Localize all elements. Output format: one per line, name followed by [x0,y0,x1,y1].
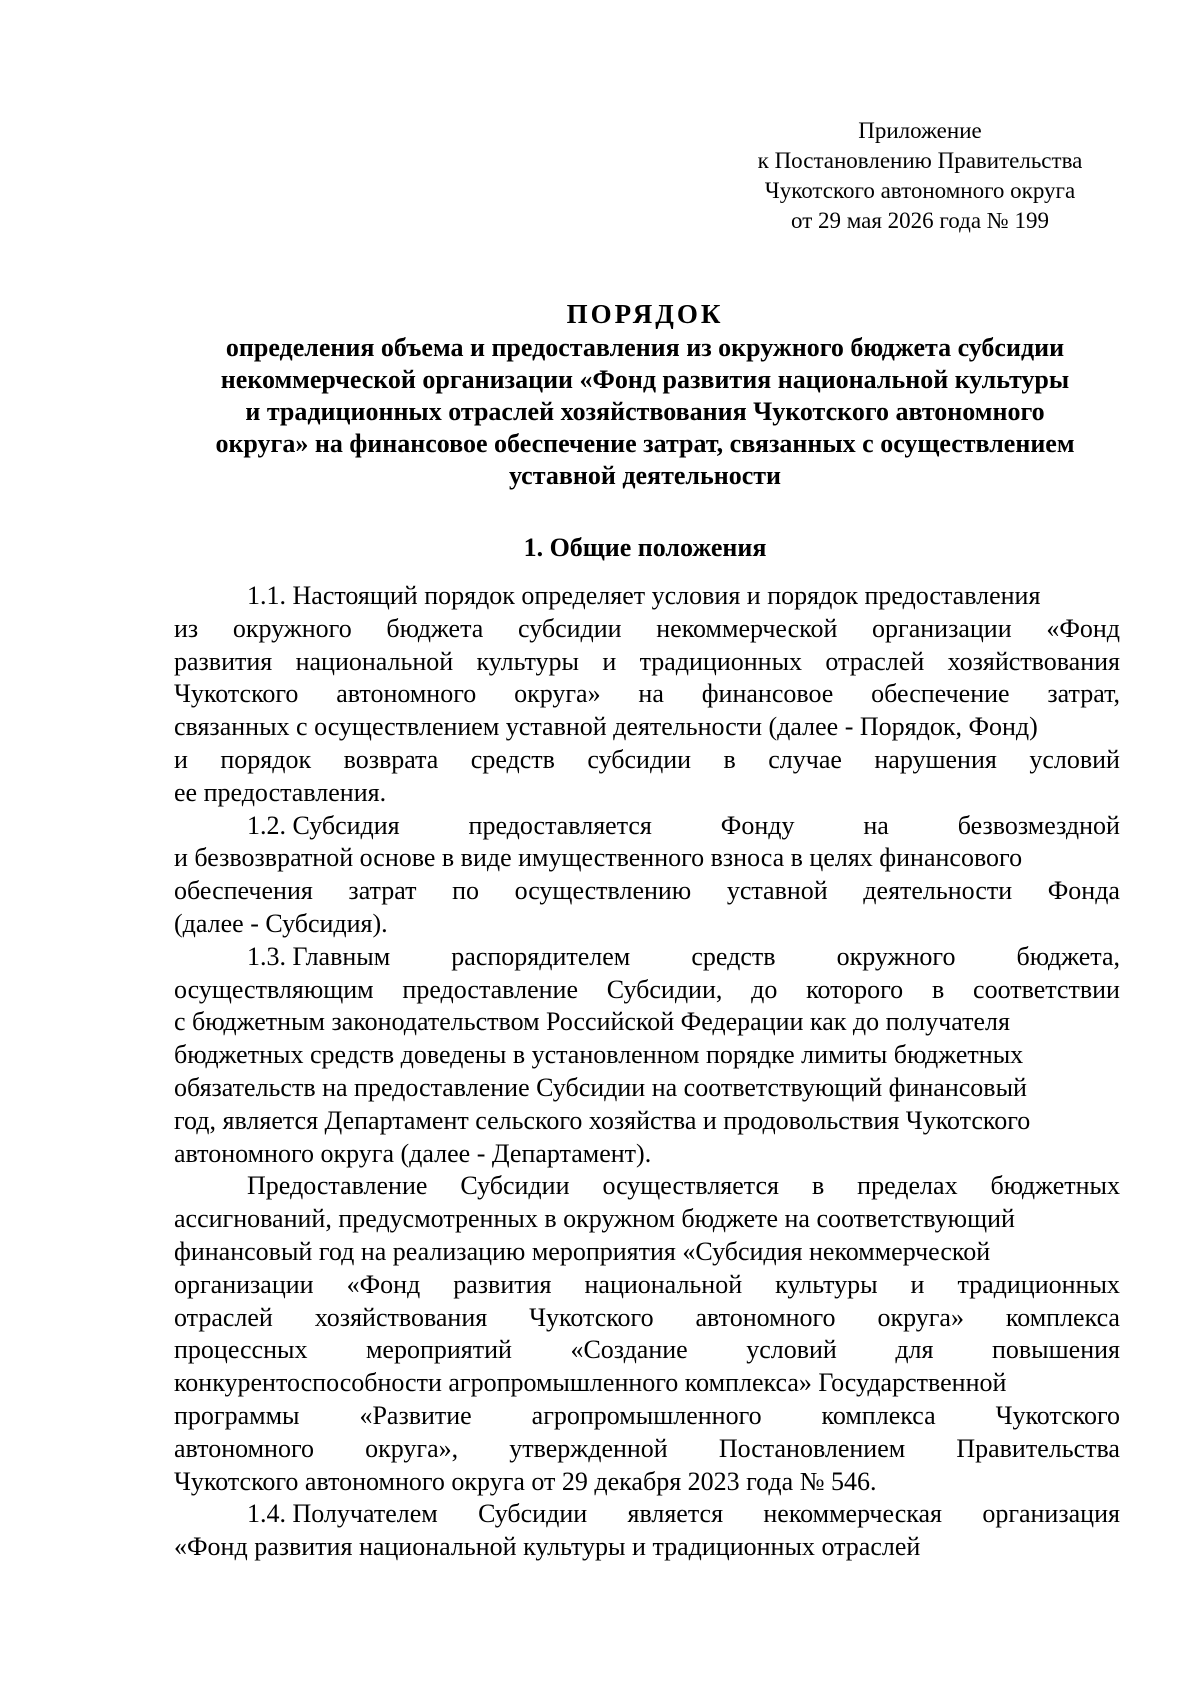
word: Чукотского [529,1302,654,1332]
word: организации [174,1269,314,1299]
body-text [174,580,1120,1564]
text-line [174,646,1120,679]
word: нарушения [874,744,997,774]
word: национальной [358,1532,517,1562]
word: условий [1029,744,1120,774]
word: Субсидии [478,1499,588,1529]
word: предоставляется [468,810,652,840]
word: финансовое [701,679,834,709]
word: обязательств на предоставление Субсидии на соответствующий финансовый [174,1072,1027,1102]
word: условий [746,1335,837,1365]
paragraph [174,1170,1120,1498]
text-line [174,580,1120,613]
word: автономного [174,1433,314,1463]
appendix-line: от 29 мая 2026 года № 199 [791,208,1049,233]
word: «Фонд [346,1269,421,1299]
text-line [174,1203,1120,1236]
word: Постановлением [718,1433,906,1463]
document-subtitle-line: округа» на финансовое обеспечение затрат, связанных с осуществлением [215,429,1075,458]
section-heading: 1. Общие положения [523,533,767,562]
word: комплекса [821,1400,936,1430]
document-title: ПОРЯДОК [566,299,724,329]
word: культуры [775,1269,878,1299]
word: некоммерческой [656,613,838,643]
word: национальной [584,1269,743,1299]
word: осуществлению [514,876,692,906]
text-line [174,678,1120,711]
word: на [638,679,664,709]
appendix-line: Приложение [858,118,982,143]
word: и [632,1532,646,1562]
word: организация [982,1499,1120,1529]
word: 1.1. Настоящий порядок определяет условия и порядок предоставления [247,581,1041,610]
word: и безвозвратной основе в виде имущественного взноса в целях финансового [174,843,1023,873]
word: финансовый год на реализацию мероприятия «Субсидия некоммерческой [174,1236,991,1266]
word: культуры [476,646,579,676]
text-line [174,875,1120,908]
word: ее предоставления. [174,777,387,807]
paragraph [174,1498,1120,1564]
word: средств [691,941,776,971]
word: соответствии [973,974,1120,1004]
word: отраслей [174,1302,273,1332]
document-subtitle-line: уставной деятельности [508,461,781,490]
word: в [811,1171,825,1201]
word: 1.2. Субсидия [247,810,400,840]
text-line [174,1498,1120,1531]
paragraph [174,810,1120,941]
word: 1.3. Главным [247,941,391,971]
appendix-line: Чукотского автономного округа [764,178,1076,203]
text-line [174,1039,1120,1072]
word: в [723,744,736,774]
word: организации [872,613,1012,643]
word: Чукотского [174,679,299,709]
document-title-block [170,298,1120,492]
word: на [863,810,889,840]
word: до [751,974,778,1004]
word: 1.4. Получателем [247,1499,438,1529]
word: субсидии [518,613,622,643]
word: повышения [991,1335,1120,1365]
word: распорядителем [451,941,631,971]
word: Чукотского [995,1400,1120,1430]
word: субсидии [587,744,692,774]
word: традиционных [957,1269,1120,1299]
text-line [174,1170,1120,1203]
text-line [174,1531,1120,1564]
word: обеспечения [174,876,313,906]
document-subtitle-line: определения объема и предоставления из окружного бюджета субсидии [225,333,1065,362]
word: «Развитие [359,1400,472,1430]
word: конкурентоспособности агропромышленного комплекса» Государственной [174,1368,1007,1398]
text-line [174,1269,1120,1302]
word: Предоставление [247,1171,428,1201]
word: осуществляющим [174,974,374,1004]
word: агропромышленного [531,1400,762,1430]
word: из [174,613,199,643]
word: по [452,876,479,906]
word: округа» [877,1302,964,1332]
word: деятельности [863,876,1013,906]
word: развития [254,1532,353,1562]
text-line [174,777,1120,810]
word: является [627,1499,724,1529]
text-line [174,744,1120,777]
word: автономного [695,1302,836,1332]
word: отраслей [825,646,925,676]
word: год, является Департамент сельского хозяйства и продовольствия Чукотского [174,1105,1031,1135]
text-line [174,810,1120,843]
word: (далее - Субсидия). [174,908,388,938]
word: комплекса [1005,1302,1120,1332]
word: автономного [336,679,477,709]
word: случае [768,744,842,774]
document-subtitle-line: и традиционных отраслей хозяйствования Чукотского автономного [245,397,1045,426]
text-line [174,1072,1120,1105]
word: которого [806,974,904,1004]
appendix-line: к Постановлению Правительства [757,148,1083,173]
text-line [174,711,1120,744]
word: осуществляется [602,1171,779,1201]
paragraph [174,580,1120,810]
word: традиционных [652,1532,815,1562]
word: «Создание [570,1335,688,1365]
word: уставной [726,876,828,906]
text-line [174,1466,1120,1499]
text-line [174,1006,1120,1039]
word: хозяйствования [947,646,1120,676]
word: округа», [365,1433,459,1463]
word: Субсидии [460,1171,570,1201]
word: порядок [220,744,312,774]
word: ассигнований, предусмотренных в окружном бюджете на соответствующий [174,1204,1015,1234]
text-line [174,941,1120,974]
word: утвержденной [509,1433,668,1463]
word: «Фонд [174,1532,248,1562]
word: окружного [232,613,352,643]
word: Чукотского автономного округа от 29 декабря 2023 года № 546. [174,1466,877,1496]
word: «Фонд [1046,613,1120,643]
word: Фонду [720,810,795,840]
word: связанных с осуществлением уставной деятельности (далее - Порядок, Фонд) [174,712,1038,742]
word: округа» [514,679,601,709]
word: Субсидии, [606,974,723,1004]
word: развития [453,1269,552,1299]
word: развития [174,646,273,676]
word: национальной [295,646,454,676]
text-line [174,974,1120,1007]
word: некоммерческая [763,1499,942,1529]
word: бюджета [386,613,484,643]
word: затрат, [1047,679,1120,709]
word: отраслей [821,1532,921,1562]
word: затрат [348,876,417,906]
word: обеспечение [871,679,1010,709]
word: хозяйствования [314,1302,488,1332]
word: Фонда [1047,876,1120,906]
word: безвозмездной [957,810,1120,840]
word: процессных [174,1335,308,1365]
word: возврата [343,744,439,774]
word: Правительства [956,1433,1120,1463]
text-line [174,1400,1120,1433]
word: автономного округа (далее - Департамент). [174,1138,652,1168]
word: для [895,1335,934,1365]
word: средств [470,744,555,774]
word: культуры [523,1532,626,1562]
word: и [910,1269,925,1299]
text-line [174,1138,1120,1171]
word: окружного [836,941,956,971]
text-line [174,1367,1120,1400]
text-line [174,1334,1120,1367]
appendix-header [700,116,1140,236]
word: с бюджетным законодательством Российской Федерации как до получателя [174,1007,1010,1037]
text-line [174,1433,1120,1466]
word: традиционных [639,646,803,676]
text-line [174,613,1120,646]
word: мероприятий [365,1335,512,1365]
word: и [602,646,617,676]
word: программы [174,1400,300,1430]
text-line [174,842,1120,875]
word: в [931,974,945,1004]
word: бюджета, [1016,941,1120,971]
text-line [174,1302,1120,1335]
document-subtitle-line: некоммерческой организации «Фонд развития национальной культуры [220,365,1070,394]
word: бюджетных [990,1171,1120,1201]
text-line [174,1236,1120,1269]
word: и [174,744,188,774]
word: бюджетных средств доведены в установленном порядке лимиты бюджетных [174,1040,1024,1070]
word: пределах [857,1171,958,1201]
text-line [174,908,1120,941]
paragraph [174,941,1120,1171]
word: предоставление [402,974,578,1004]
text-line [174,1105,1120,1138]
